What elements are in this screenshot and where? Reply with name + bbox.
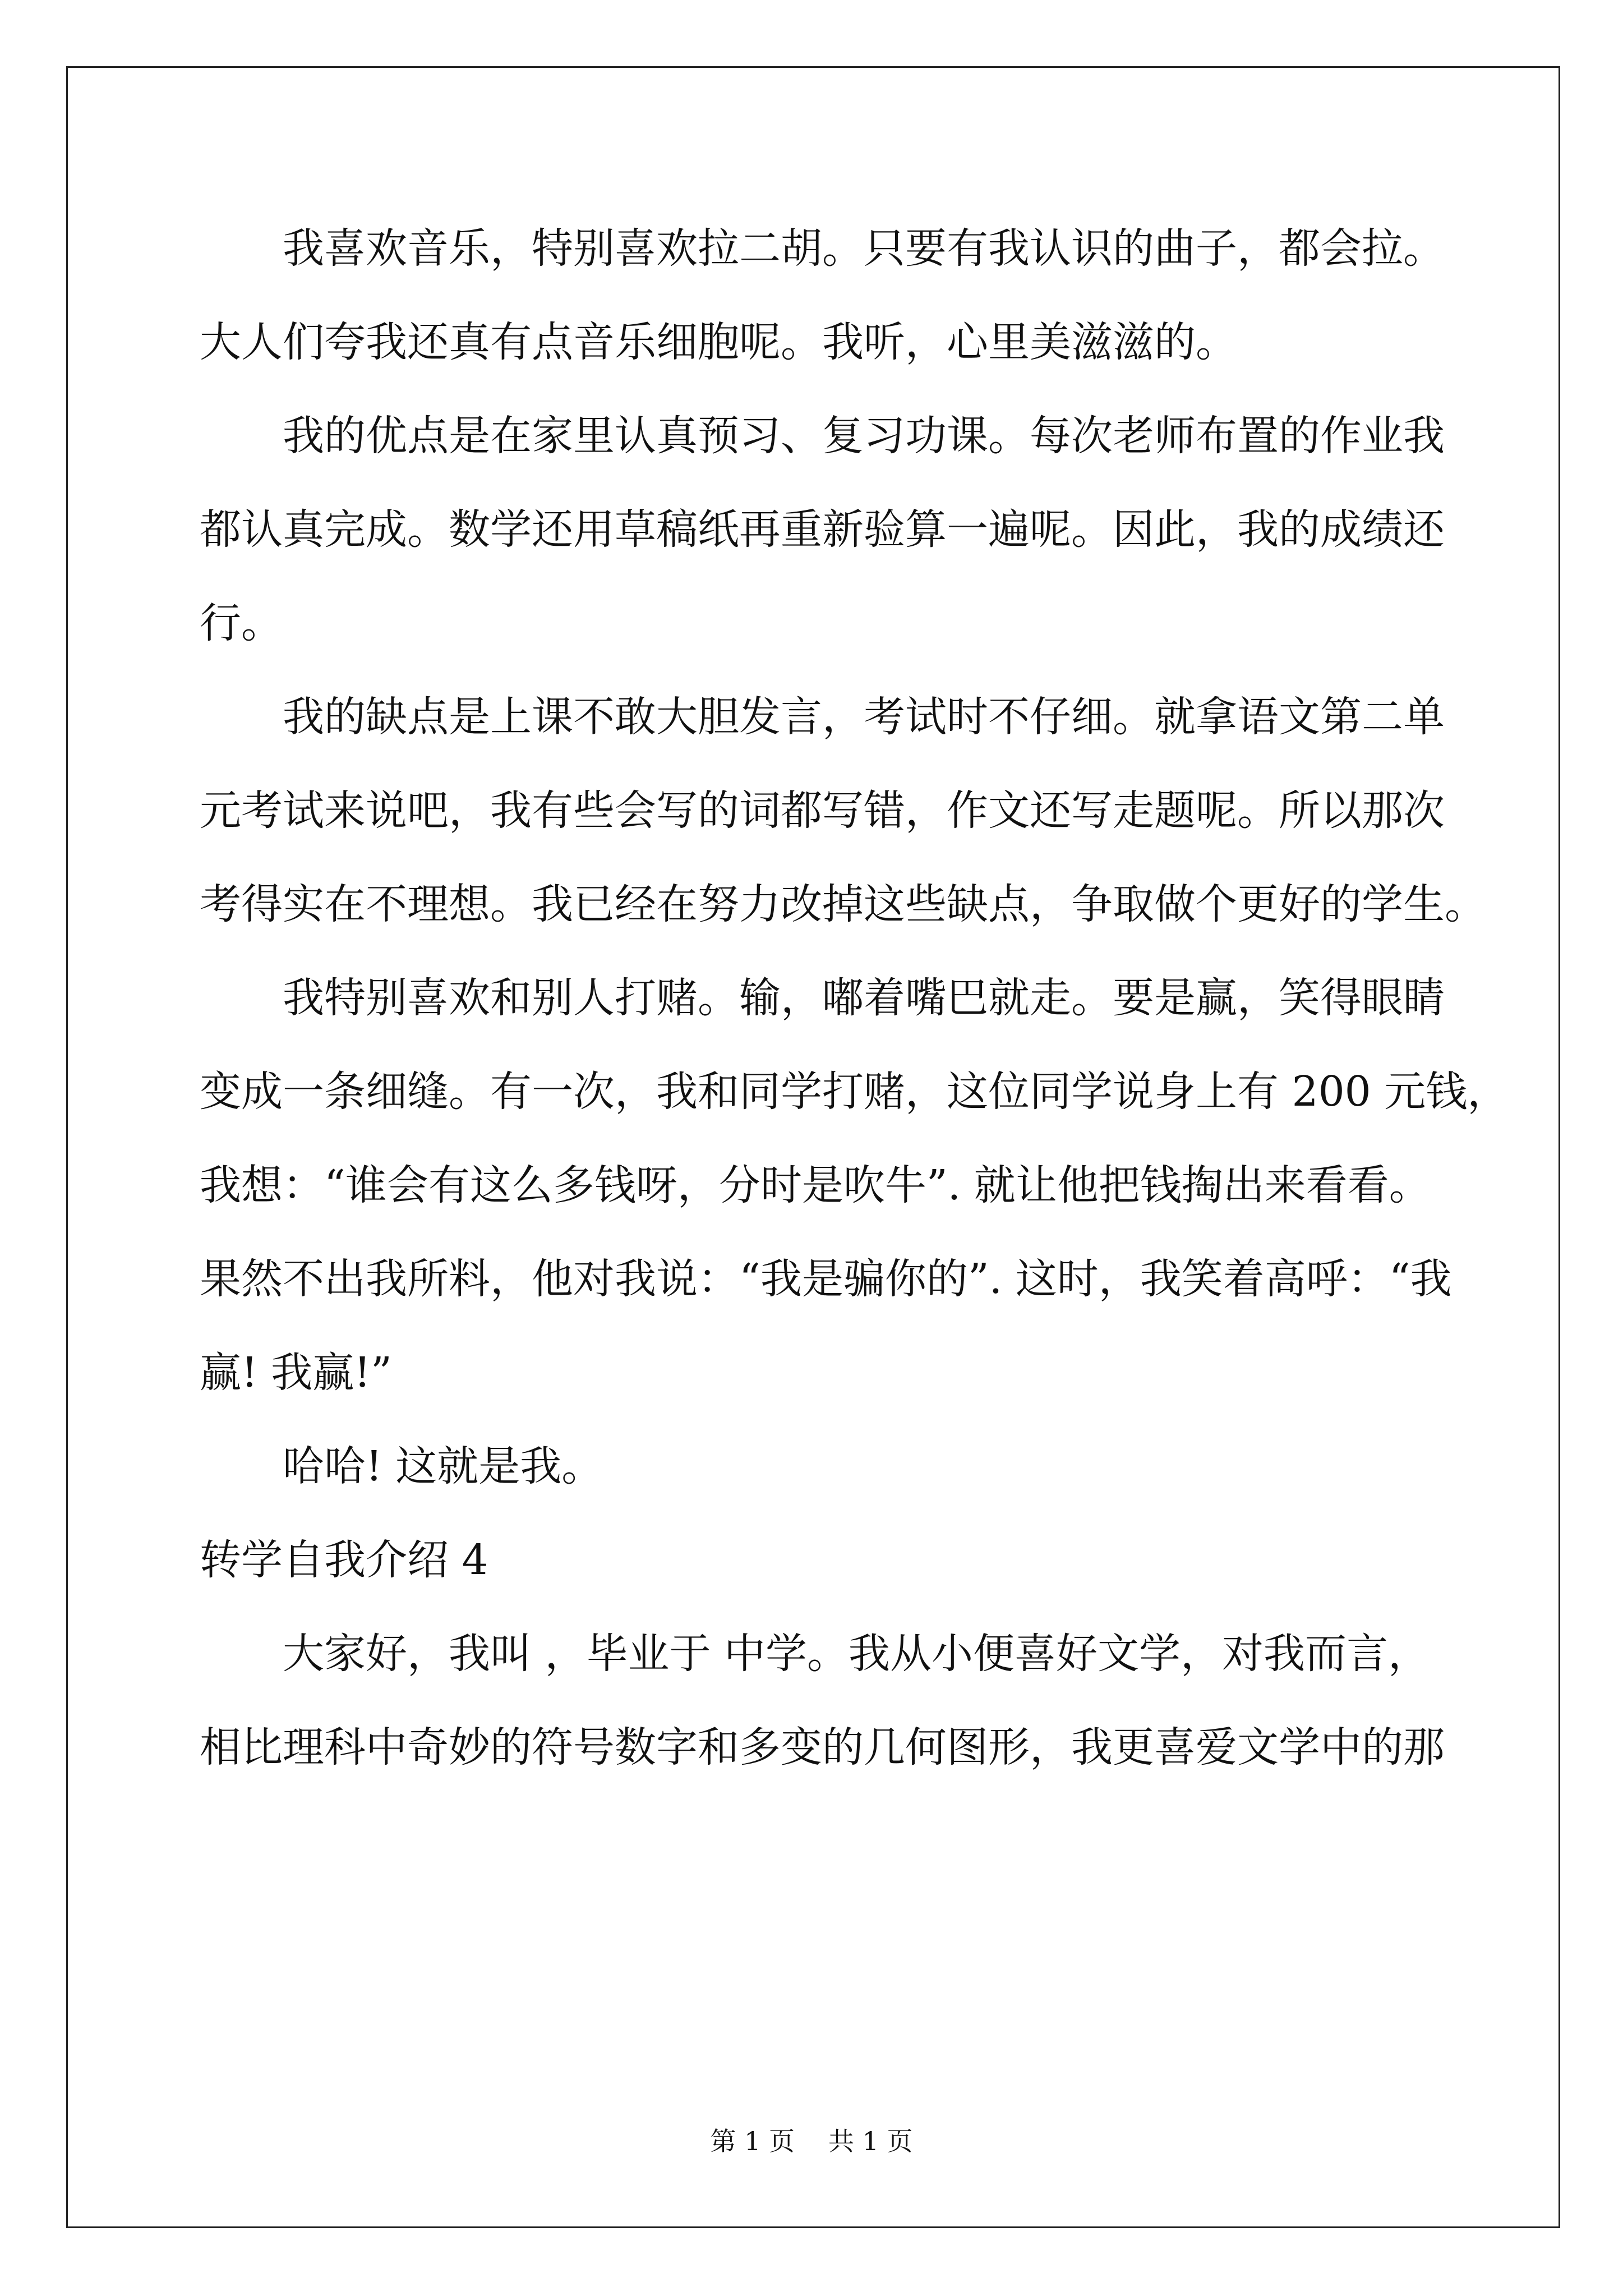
- text-line: 大人们夸我还真有点音乐细胞呢。我听，心里美滋滋的。: [200, 318, 1237, 366]
- text-line: 我特别喜欢和别人打赌。输，嘟着嘴巴就走。要是赢，笑得眼睛: [283, 974, 1445, 1022]
- page-footer: [0, 2124, 1623, 2158]
- page-number-current: 第 1 页: [710, 2126, 795, 2156]
- text-line: 考得实在不理想。我已经在努力改掉这些缺点，争取做个更好的学生。: [200, 880, 1486, 928]
- text-line: 赢! 我赢!”: [200, 1349, 392, 1397]
- text-line: 我喜欢音乐，特别喜欢拉二胡。只要有我认识的曲子，都会拉。: [283, 224, 1445, 273]
- section-heading: 转学自我介绍 4: [200, 1536, 488, 1584]
- text-line: 元考试来说吧，我有些会写的词都写错，作文还写走题呢。所以那次: [200, 786, 1445, 835]
- text-line: 相比理科中奇妙的符号数字和多变的几何图形，我更喜爱文学中的那: [200, 1723, 1445, 1772]
- document-body: [200, 202, 1509, 1795]
- text-line: 都认真完成。数学还用草稿纸再重新验算一遍呢。因此，我的成绩还: [200, 505, 1445, 554]
- text-line: 我想：“谁会有这么多钱呀，分时是吹牛”. 就让他把钱掏出来看看。: [200, 1161, 1431, 1209]
- text-line: 我的优点是在家里认真预习、复习功课。每次老师布置的作业我: [283, 412, 1445, 460]
- text-line: 哈哈! 这就是我。: [283, 1442, 603, 1490]
- text-line: 大家好，我叫 ，毕业于 中学。我从小便喜好文学，对我而言，: [283, 1630, 1430, 1678]
- text-line: 果然不出我所料，他对我说：“我是骗你的”. 这时，我笑着高呼：“我: [200, 1255, 1452, 1303]
- text-line: 变成一条细缝。有一次，我和同学打赌，这位同学说身上有 200 元钱，: [200, 1068, 1509, 1116]
- text-line: 行。: [200, 599, 283, 647]
- text-line: 我的缺点是上课不敢大胆发言，考试时不仔细。就拿语文第二单: [283, 693, 1445, 741]
- page-number-total: 共 1 页: [828, 2126, 913, 2156]
